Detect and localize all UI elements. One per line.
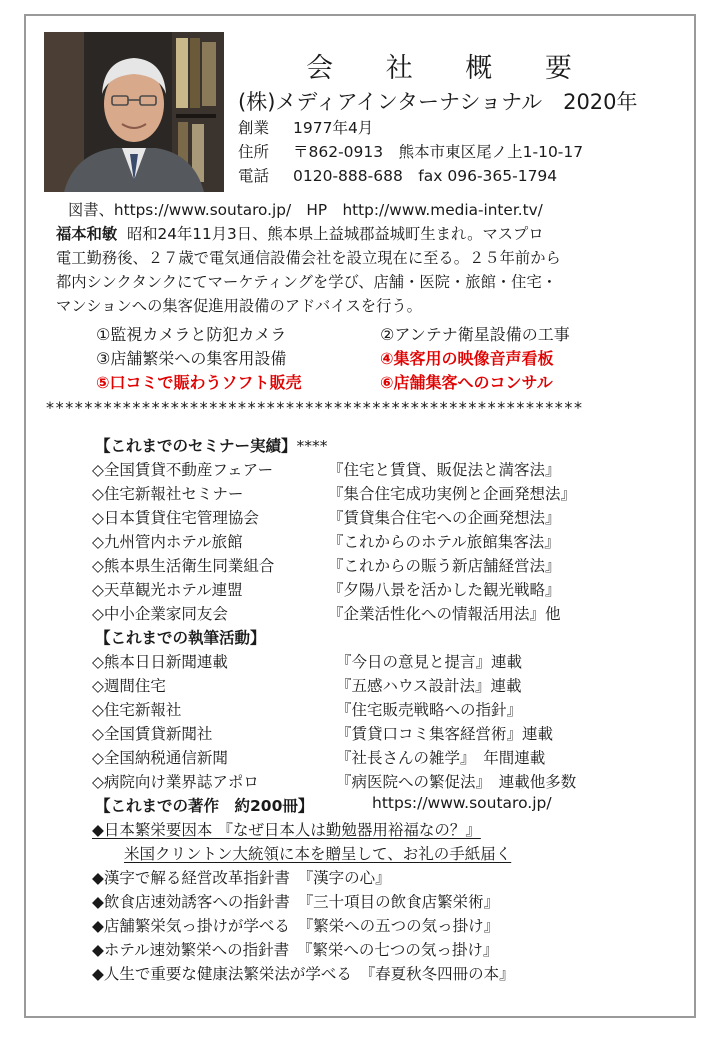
seminar-org: ◇天草観光ホテル連盟 [92, 581, 243, 599]
seminar-org: ◇中小企業家同友会 [92, 605, 228, 623]
portrait-photo [44, 32, 224, 192]
person-name: 福本和敏 [56, 225, 118, 243]
seminar-title: 『集合住宅成功実例と企画発想法』 [328, 485, 577, 503]
heading-stars: **** [296, 437, 328, 455]
writing-org: ◇週間住宅 [92, 677, 166, 695]
seminar-org: ◇九州管内ホテル旅館 [92, 533, 243, 551]
service-item-highlight: ⑥店舗集客へのコンサル [380, 373, 553, 392]
seminar-org: ◇熊本県生活衛生同業組合 [92, 557, 275, 575]
seminar-org: ◇日本賃貸住宅管理協会 [92, 509, 259, 527]
featured-book-note: 米国クリントン大統領に本を贈呈して、お礼の手紙届く [124, 845, 512, 863]
books-heading [95, 794, 313, 816]
divider-stars: ******************************************************** [46, 398, 584, 417]
page-title: 会 社 概 要 [306, 53, 594, 84]
service-item-highlight: ④集客用の映像音声看板 [380, 349, 554, 368]
service-item-highlight: ⑤口コミで賑わうソフト販売 [96, 373, 302, 392]
seminar-title: 『夕陽八景を活かした観光戦略』 [328, 581, 561, 599]
seminar-org: ◇住宅新報社セミナー [92, 485, 244, 503]
info-address [238, 140, 583, 162]
writing-org: ◇住宅新報社 [92, 701, 182, 719]
seminar-org: ◇全国賃貸不動産フェアー [92, 461, 274, 479]
intro-links-line: 図書、https://www.soutaro.jp/ HP http://www.media-inter.tv/ [68, 201, 543, 219]
info-value: 1977年4月 [293, 119, 374, 137]
intro-bio-line [56, 222, 686, 246]
writing-org: ◇全国賃貸新聞社 [92, 725, 213, 743]
seminar-title: 『これからの賑う新店舗経営法』 [328, 557, 561, 575]
service-item: ③店舗繁栄への集客用設備 [96, 349, 287, 368]
seminar-title: 『住宅と賃貸、販促法と満客法』 [328, 461, 561, 479]
book-item: ◆人生で重要な健康法繁栄法が学べる 『春夏秋冬四冊の本』 [92, 965, 515, 983]
info-label: 住所 [238, 143, 270, 161]
writing-org: ◇全国納税通信新聞 [92, 749, 228, 767]
info-value: 0120-888-688 fax 096-365-1794 [293, 167, 558, 185]
writing-title: 『社長さんの雑学』 年間連載 [336, 749, 546, 767]
info-label: 創業 [238, 119, 270, 137]
info-value: 〒862-0913 熊本市東区尾ノ上1-10-17 [293, 143, 584, 161]
info-founded [238, 116, 373, 138]
intro-bio-line: 電工勤務後、２７歳で電気通信設備会社を設立現在に至る。２５年前から [56, 249, 561, 267]
section-heading: 【これまでのセミナー実績】 [95, 437, 297, 455]
intro-bio-line: 都内シンクタンクにてマーケティングを学び、店舗・医院・旅館・住宅・ [56, 273, 558, 291]
service-item: ②アンテナ衛星設備の工事 [380, 325, 570, 344]
book-item: ◆店舗繁栄気っ掛けが学べる 『繁栄への五つの気っ掛け』 [92, 917, 500, 935]
book-item: ◆ホテル速効繁栄への指針書 『繁栄への七つの気っ掛け』 [92, 941, 499, 959]
book-item: ◆飲食店速効誘客への指針書 『三十項目の飲食店繁栄術』 [92, 893, 500, 911]
seminar-title: 『これからのホテル旅館集客法』 [328, 533, 560, 551]
writing-title: 『賃貸口コミ集客経営術』連載 [336, 725, 554, 743]
writing-title: 『病医院への繁促法』 連載他多数 [336, 773, 577, 791]
info-label: 電話 [238, 167, 270, 185]
book-item: ◆漢字で解る経営改革指針書 『漢字の心』 [92, 869, 391, 887]
section-heading: 【これまでの著作 約200冊】 [95, 797, 314, 815]
bio-text: 昭和24年11月3日、熊本県上益城郡益城町生まれ。マスプロ [126, 225, 544, 243]
seminars-heading [95, 434, 328, 456]
seminar-title: 『企業活性化への情報活用法』他 [328, 605, 561, 623]
info-phone [238, 164, 557, 186]
intro-bio-line: マンションへの集客促進用設備のアドバイスを行う。 [56, 297, 422, 315]
writing-org: ◇病院向け業界誌アポロ [92, 773, 259, 791]
writing-org: ◇熊本日日新聞連載 [92, 653, 228, 671]
books-url-link[interactable]: https://www.soutaro.jp/ [372, 794, 552, 812]
writing-title: 『今日の意見と提言』連載 [336, 653, 523, 671]
writing-heading: 【これまでの執筆活動】 [95, 629, 266, 647]
featured-book: ◆日本繁栄要因本 『なぜ日本人は勤勉器用裕福なの？』 [92, 821, 481, 839]
writing-title: 『五感ハウス設計法』連載 [336, 677, 522, 695]
seminar-title: 『賃貸集合住宅への企画発想法』 [328, 509, 561, 527]
writing-title: 『住宅販売戦略への指針』 [336, 701, 523, 719]
company-name: (株)メディアインターナショナル 2020年 [238, 90, 638, 114]
service-item: ①監視カメラと防犯カメラ [96, 325, 287, 344]
